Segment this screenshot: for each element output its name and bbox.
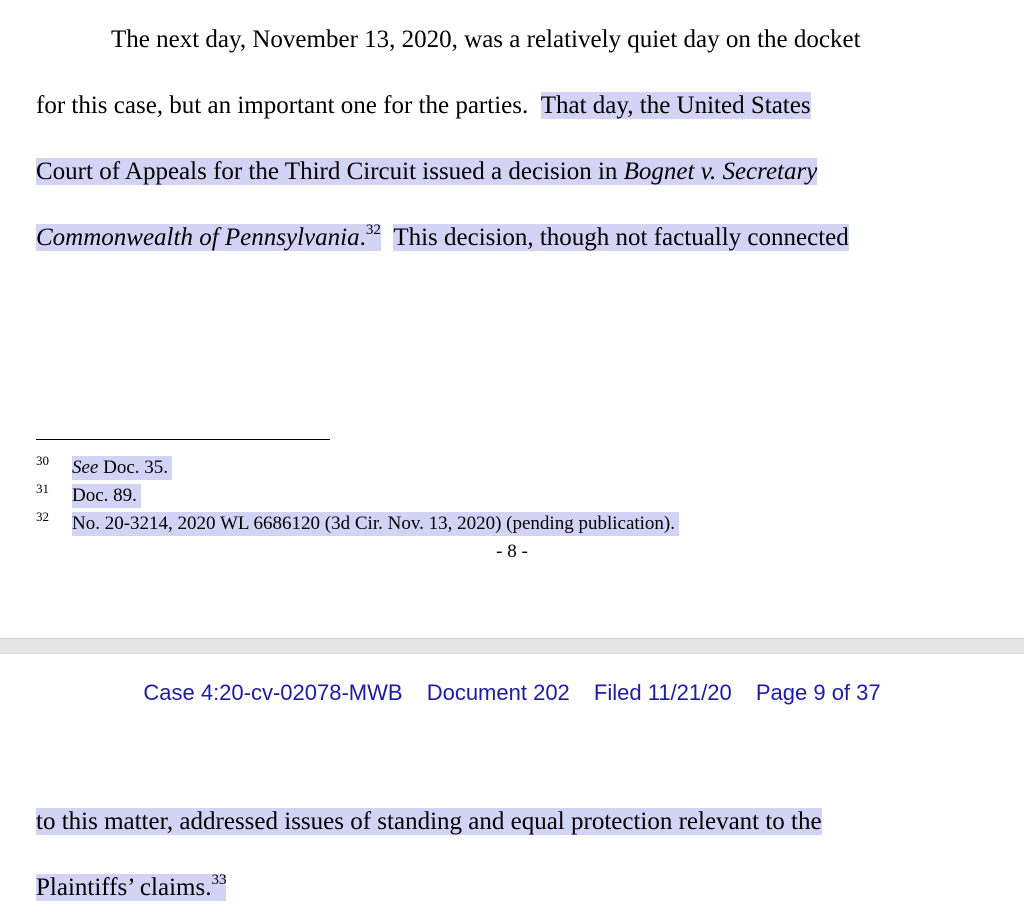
body-text: for this case, but an important one for the parties. [36,92,529,119]
footnote-text[interactable] [72,484,141,508]
footnote-text[interactable] [72,456,172,480]
footnote-citation: Doc. 35. [98,457,169,478]
footnote-citation: No. 20-3214, 2020 WL 6686120 (3d Cir. Nov. 13, 2020) (pending publication). [72,513,676,534]
body-line-4 [36,221,849,255]
page-separator [0,638,1024,654]
highlighted-text[interactable] [36,224,381,251]
body-text: The next day, November 13, 2020, was a relatively quiet day on the docket [111,26,861,53]
highlighted-text[interactable] [36,158,817,185]
punctuation: . [359,224,366,251]
footnote-number: 30 [36,453,49,468]
highlighted-text[interactable]: That day, the United States [540,92,811,119]
ecf-header-stamp [0,678,1024,708]
body-line-2 [36,89,811,123]
highlighted-text[interactable]: This decision, though not factually connected [393,224,849,251]
signal-italic: See [72,457,99,478]
page-indicator: Page 9 of 37 [755,680,881,705]
body-line-5 [36,805,822,839]
body-line-6 [36,871,226,905]
footnote-number: 32 [36,509,49,524]
body-line-1 [111,23,861,57]
case-number: Case 4:20-cv-02078-MWB [143,680,403,705]
document-number: Document 202 [426,680,570,705]
body-line-3 [36,155,817,189]
filed-date: Filed 11/21/20 [593,680,732,705]
case-name-italic: Commonwealth of Pennsylvania [36,224,360,251]
footnote-text[interactable] [72,512,679,536]
body-text: Plaintiffs’ claims. [36,874,212,901]
footnote-ref[interactable]: 33 [211,872,227,888]
footnote-divider [36,439,330,440]
footnote-citation: Doc. 89. [72,485,137,506]
footnote-ref[interactable]: 32 [365,222,381,238]
highlighted-text[interactable] [36,874,226,901]
footnote-number: 31 [36,481,49,496]
case-name-italic: Bognet v. Secretary [623,158,818,185]
highlighted-text[interactable]: to this matter, addressed issues of standing and equal protection relevant to the [36,808,822,835]
page-number: - 8 - [496,541,528,562]
body-text: Court of Appeals for the Third Circuit issued a decision in [36,158,624,185]
